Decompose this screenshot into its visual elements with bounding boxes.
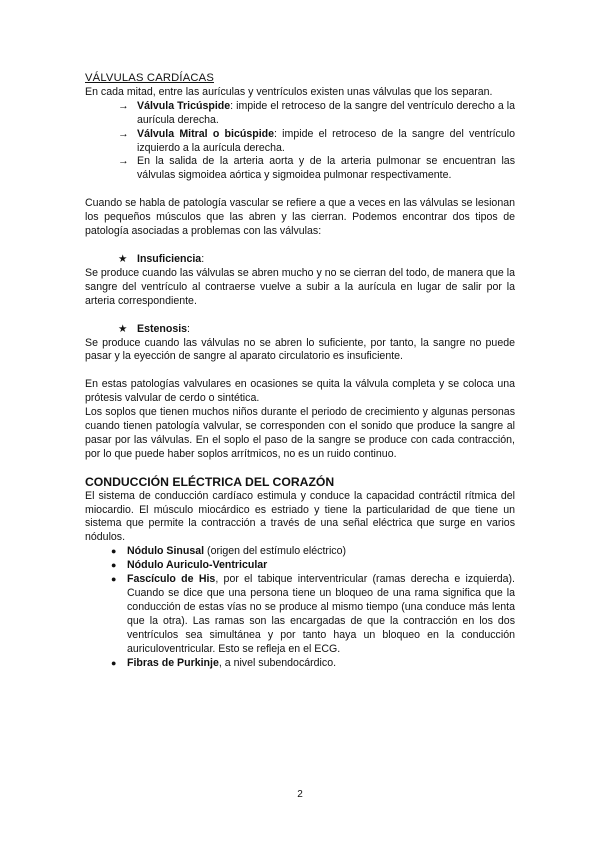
- list-item: [85, 155, 515, 183]
- definition: : impide el retroceso de la sangre del ventrículo derecho a la aurícula derecha.: [137, 99, 515, 126]
- conduccion-intro: El sistema de conducción cardíaco estimula y conduce la capacidad contráctil rítmica del miocardio. El músculo miocárdico es estriado y tiene la particularidad de que tiene un sistema que permite la contracción a través de una señal eléctrica que surge en varios nódulos.: [85, 489, 515, 544]
- term: Válvula Mitral o bicúspide: [137, 127, 274, 140]
- definition: (origen del estímulo eléctrico): [204, 545, 347, 558]
- insuficiencia-heading: ★ Insuficiencia:: [118, 252, 205, 265]
- protesis-text: En estas patologías valvulares en ocasiones se quita la válvula completa y se coloca una prótesis valvular de cerdo o sintética.: [85, 378, 515, 405]
- arrow-icon: →: [118, 127, 129, 140]
- bullet-icon: ●: [111, 560, 117, 571]
- definition: , por el tabique interventricular (ramas derecha e izquierda). Cuando se dice que una persona tiene un bloqueo de una rama significa que la conducción de estas vías no se produce al mismo tiempo (una conduce más lenta que la otra). Las ramas son las encargadas de que la contracción en los dos ventrículos sea simultánea y por tanto haya un bloqueo en la conducción auriculoventricular. Esto se refleja en el ECG.: [127, 573, 515, 655]
- section-title-conduccion: CONDUCCIÓN ELÉCTRICA DEL CORAZÓN: [85, 474, 335, 489]
- bullet-icon: ●: [111, 574, 117, 585]
- star-icon: ★: [118, 322, 128, 335]
- document-page: [85, 72, 515, 670]
- star-icon: ★: [118, 252, 128, 265]
- page-number: 2: [297, 789, 303, 800]
- arrow-icon: →: [118, 155, 129, 168]
- estenosis-label: Estenosis: [137, 322, 188, 335]
- list-item: [85, 559, 515, 573]
- insuficiencia-label: Insuficiencia: [137, 252, 202, 265]
- list-item: [85, 128, 515, 156]
- conduccion-list: [85, 545, 515, 670]
- term: Nódulo Sinusal: [127, 545, 205, 558]
- term: Válvula Tricúspide: [137, 99, 231, 112]
- list-item: [85, 573, 515, 656]
- insuficiencia-text: Se produce cuando las válvulas se abren mucho y no se cierran del todo, de manera que la sangre del ventrículo al contraerse vuelve a subir a la aurícula en lugar de salir por la arteria correspondiente.: [85, 266, 515, 307]
- patologia-intro: Cuando se habla de patología vascular se refiere a que a veces en las válvulas se lesionan los pequeños músculos que las abren y las cierran. Podemos encontrar dos tipos de patología asociadas a problemas con las válvulas:: [85, 197, 515, 238]
- list-item: [85, 545, 515, 559]
- section-title-valvulas: VÁLVULAS CARDÍACAS: [85, 72, 214, 84]
- estenosis-text: Se produce cuando las válvulas no se abren lo suficiente, por tanto, la sangre no puede pasar y la eyección de sangre al aparato circulatorio es insuficiente.: [85, 336, 515, 363]
- list-item: [85, 657, 515, 671]
- estenosis-heading: ★ Estenosis:: [118, 322, 190, 335]
- definition: : impide el retroceso de la sangre del ventrículo izquierdo a la aurícula derecha.: [137, 127, 515, 154]
- valvulas-list: [85, 100, 515, 183]
- bullet-icon: ●: [111, 546, 117, 557]
- term: Nódulo Auriculo-Ventricular: [127, 559, 268, 572]
- valvulas-intro: En cada mitad, entre las aurículas y ventrículos existen unas válvulas que los separan.: [85, 85, 493, 98]
- bullet-icon: ●: [111, 657, 117, 668]
- list-item: [85, 100, 515, 128]
- term: Fascículo de His: [127, 573, 216, 586]
- definition: , a nivel subendocárdico.: [218, 656, 337, 669]
- arrow-icon: →: [118, 99, 129, 112]
- term: Fibras de Purkinje: [127, 656, 219, 669]
- soplos-text: Los soplos que tienen muchos niños durante el periodo de crecimiento y algunas personas cuando tienen patología valvular, se corresponden con el sonido que produce la sangre al pasar por las válvulas. En el soplo el paso de la sangre se produce con cada contracción, por lo que puede haber soplos arrítmicos, no es un ruido continuo.: [85, 406, 515, 460]
- definition: En la salida de la arteria aorta y de la arteria pulmonar se encuentran las válvulas sigmoidea aórtica y sigmoidea pulmonar respectivamente.: [137, 155, 515, 182]
